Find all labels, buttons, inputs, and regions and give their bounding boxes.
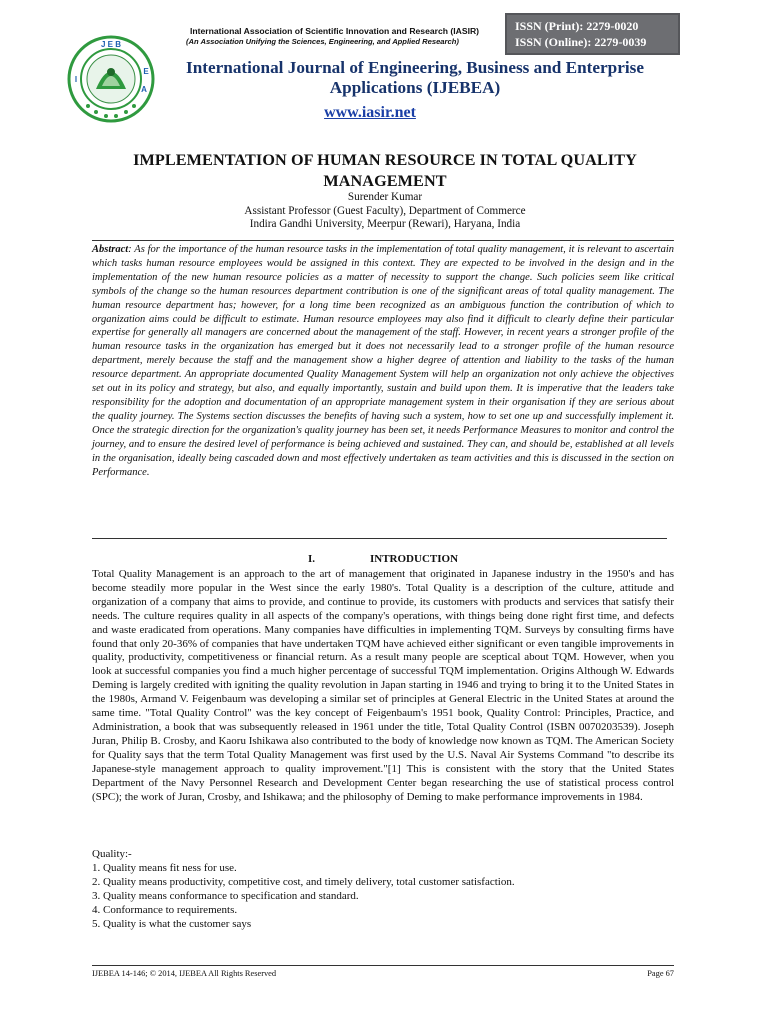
list-item: 3. Quality means conformance to specification and standard. — [92, 889, 359, 902]
author-name: Surender Kumar — [347, 191, 423, 203]
footer-divider — [92, 965, 674, 966]
quality-label: Quality:- — [92, 848, 132, 860]
svg-text:A: A — [141, 85, 147, 94]
footer-page-number: Page 67 — [647, 969, 674, 978]
quality-list — [92, 848, 674, 931]
journal-title: International Journal of Engineering, Business and Enterprise Applications (IJEBEA) — [186, 58, 644, 97]
issn-online: ISSN (Online): 2279-0039 — [515, 35, 647, 49]
abstract-label: Abstract — [92, 244, 129, 255]
svg-text:J E B: J E B — [100, 40, 122, 49]
abstract-text: : As for the importance of the human resource tasks in the implementation of total quality management, it is relevant to ascertain which tasks human resource employees would be assigned in this context. They are expected to be involved in the design and in the implementation of the new human resource policies as a matter of necessity to support the change. Such policies seem like critical symbols of the change so the human resources department contribution is one of the significant areas of total quality management. The human resource department has; however, for a long time been recognized as an ambiguous function the contribution of which to organization aims could be difficult to estimate. Human resource employees may also find it difficult to clearly define their particular expertise for generally all managers are concerned about the management of the staff. However, in recent years a stronger profile of the human resource tasks in the organization has emerged but it does not necessarily lead to a stronger profile of the human resource department, merely because the staff and the management show a higher degree of attention and liability to the tasks of the human resource department. An appropriate documented Quality Management System will help an organization not only achieve the objectives set out in its policy and strategy, but also, and equally importantly, sustain and build upon them. It is imperative that the leaders take responsibility for the adoption and documentation of an appropriate management system in their organisation if they are serious about the quality journey. The Systems section discusses the benefits of having such a system, how to set one up and successfully implement it. Once the strategic direction for the organization's quality journey has been set, it needs Performance Measures to monitor and control the journey, and to ensure the desired level of performance is being achieved and sustained. They can, and should be, established at all levels in the organisation, ideally being cascaded down and most effectively undertaken as team activities and this is discussed in the section on Performance. — [92, 244, 674, 478]
list-item: 5. Quality is what the customer says — [92, 917, 252, 930]
list-item: 2. Quality means productivity, competitive cost, and timely delivery, total customer satisfaction. — [92, 875, 515, 888]
ijebea-logo-icon — [66, 34, 156, 124]
footer-copyright: IJEBEA 14-146; © 2014, IJEBEA All Rights Reserved — [92, 969, 277, 978]
abstract — [92, 243, 674, 479]
association-tagline: (An Association Unifying the Sciences, Engineering, and Applied Research) — [186, 37, 459, 46]
section-title: INTRODUCTION — [370, 553, 459, 565]
introduction-paragraph: Total Quality Management is an approach to the art of management that originated in Japanese industry in the 1950's and has become steadily more popular in the West since the early 1980's. Total Quality is a description of the culture, attitude and organization of a company that aims to provide, and continue to provide, its customers with products and services that satisfy their needs. The culture requires quality in all aspects of the company's operations, with things being done right first time, and defects and waste eradicated from operations. Many companies have difficulties in implementing TQM. Surveys by consulting firms have found that only 20-36% of companies that have undertaken TQM have achieved either significant or even tangible improvements in quality, productivity, competitiveness or financial return. As a result many people are sceptical about TQM. However, when you look at successful companies you find a much higher percentage of successful TQM implementation. Origins Although W. Edwards Deming is largely credited with igniting the quality revolution in Japan starting in 1946 and trying to bring it to the United States in the 1980s, Armand V. Feigenbaum was developing a similar set of principles at General Electric in the United States at around the same time. "Total Quality Control" was the key concept of Feigenbaum's 1951 book, Quality Control: Principles, Practice, and Administration, a book that was subsequently released in 1961 under the title, Total Quality Control (ISBN 0070203539). Joseph Juran, Philip B. Crosby, and Kaoru Ishikawa also contributed to the body of knowledge now known as TQM. The American Society for Quality says that the term Total Quality Management was first used by the U.S. Naval Air Systems Command "to describe its Japanese-style management approach to quality improvement."[1] This is consistent with the story that the United States Department of the Navy Personnel Research and Development Center began researching the use of statistical process control (SPC); the work of Juran, Crosby, and Ishikawa; and the philosophy of Deming to make performance improvements in 1984. — [92, 568, 674, 803]
issn-print: ISSN (Print): 2279-0020 — [515, 19, 639, 33]
svg-text:E: E — [143, 67, 149, 76]
list-item: 1. Quality means fit ness for use. — [92, 861, 237, 874]
svg-text:I: I — [74, 75, 78, 84]
author-affiliation-university: Indira Gandhi University, Meerpur (Rewari), Haryana, India — [249, 218, 521, 230]
author-affiliation-department: Assistant Professor (Guest Faculty), Department of Commerce — [244, 204, 526, 217]
author-block — [120, 191, 650, 232]
divider-top — [92, 240, 674, 241]
section-heading — [92, 553, 674, 565]
divider-bottom — [92, 538, 667, 539]
journal-url-link[interactable]: www.iasir.net — [324, 104, 416, 121]
issn-box — [505, 13, 680, 55]
association-name: International Association of Scientific Innovation and Research (IASIR) — [190, 26, 480, 36]
paper-title: IMPLEMENTATION OF HUMAN RESOURCE IN TOTAL QUALITY MANAGEMENT — [133, 151, 637, 190]
list-item: 4. Conformance to requirements. — [92, 903, 238, 916]
section-number: I. — [307, 553, 315, 565]
